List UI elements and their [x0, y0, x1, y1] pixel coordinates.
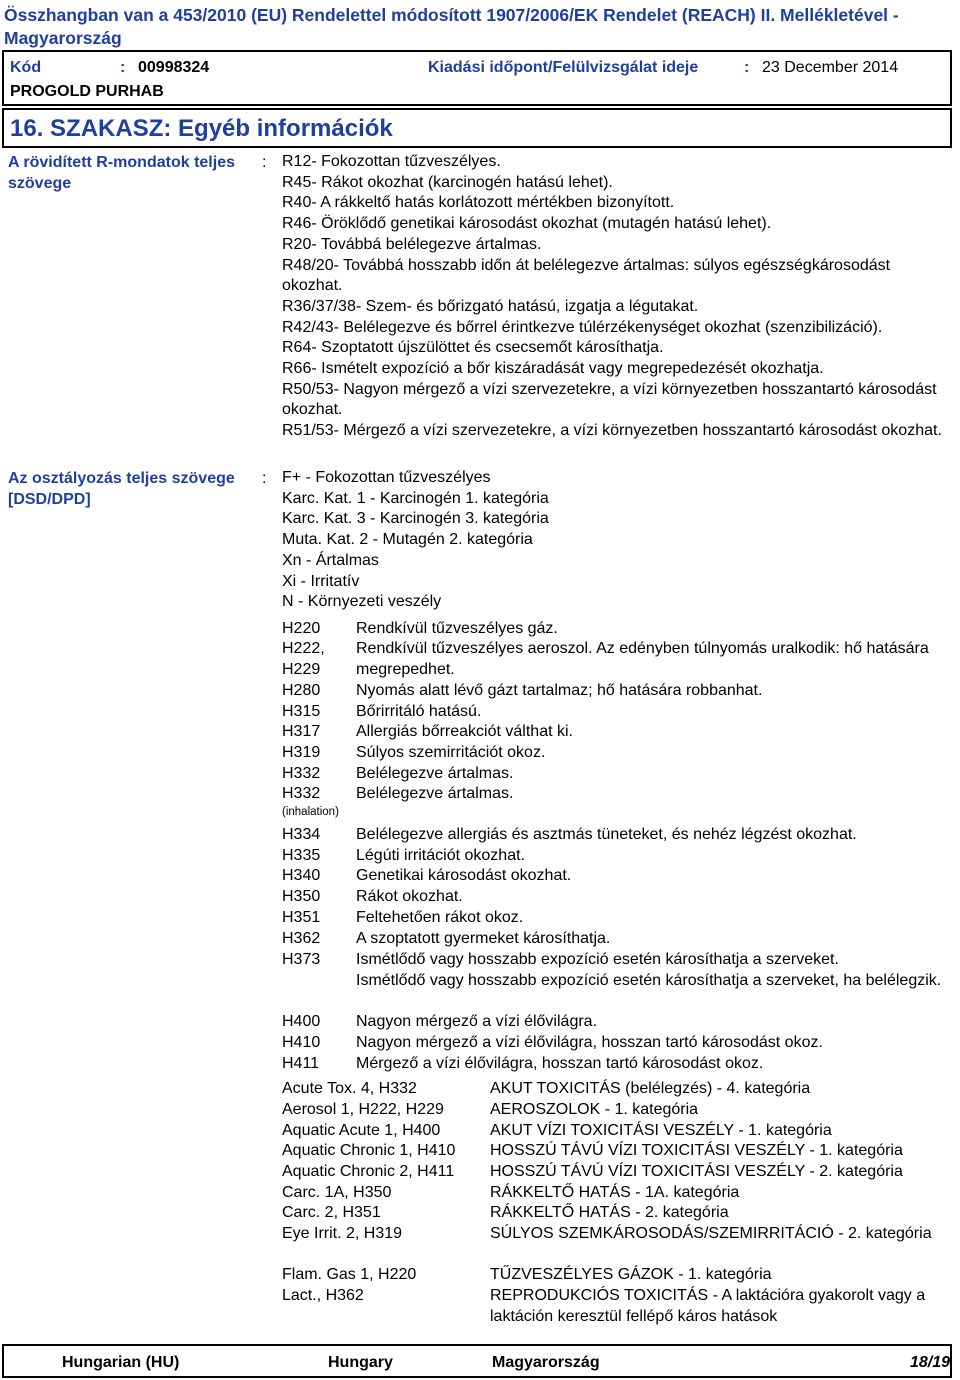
- clp-code: Flam. Gas 1, H220: [282, 1266, 417, 1283]
- h-code-part: H280: [282, 682, 321, 699]
- h-code-part: H332: [282, 785, 321, 802]
- clp-code: Lact., H362: [282, 1287, 364, 1304]
- clp-code: Aquatic Chronic 2, H411: [282, 1163, 455, 1180]
- clp-code: Aquatic Acute 1, H400: [282, 1122, 441, 1139]
- h-code: [282, 908, 352, 929]
- issue-date-label: Kiadási időpont/Felülvizsgálat ideje: [428, 59, 699, 76]
- page-number: 18/19: [910, 1354, 951, 1371]
- classification-line: Karc. Kat. 3 - Karcinogén 3. kategória: [282, 510, 549, 528]
- h-code-part: H317: [282, 723, 321, 740]
- h-text: Feltehetően rákot okoz.: [356, 909, 524, 926]
- h-code-part: H410: [282, 1034, 321, 1051]
- h-code: [282, 1012, 352, 1033]
- r-phrase-line: R64- Szoptatott újszülöttet és csecsemőt károsíthatja.: [282, 339, 664, 357]
- r-phrase-line: R42/43- Belélegezve és bőrrel érintkezve túlérzékenységet okozhat (szenzibilizáció).: [282, 318, 883, 336]
- clp-text: RÁKKELTŐ HATÁS - 1A. kategória: [490, 1184, 740, 1201]
- r-phrase-line: R51/53- Mérgező a vízi szervezetekre, a vízi környezetben hosszantartó károsodást okozhat.: [282, 422, 942, 440]
- product-name: PROGOLD PURHAB: [10, 83, 164, 100]
- clp-code: Carc. 2, H351: [282, 1204, 381, 1221]
- h-code-part: H319: [282, 744, 321, 761]
- r-phrases-list: [282, 152, 952, 442]
- r-phrase-line: R40- A rákkeltő hatás korlátozott mértékben bizonyított.: [282, 194, 675, 212]
- clp-code: Aerosol 1, H222, H229: [282, 1101, 444, 1118]
- r-phrase-line: R20- Továbbá belélegezve ártalmas.: [282, 235, 542, 253]
- footer-country: Hungary: [328, 1354, 393, 1371]
- h-code: [282, 764, 352, 785]
- h-text: Nagyon mérgező a vízi élővilágra.: [356, 1013, 598, 1030]
- clp-text: REPRODUKCIÓS TOXICITÁS - A laktációra gyakorolt vagy a laktáción keresztül fellépő káros hatások: [490, 1287, 926, 1325]
- h-code: [282, 743, 352, 764]
- h-code: [282, 887, 352, 908]
- clp-text: AEROSZOLOK - 1. kategória: [490, 1101, 699, 1118]
- regulation-title: Összhangban van a 453/2010 (EU) Rendelettel módosított 1907/2006/EK Rendelet (REACH) II. Mellékletével - Magyarország: [4, 5, 899, 48]
- clp-code: Aquatic Chronic 1, H410: [282, 1142, 456, 1159]
- classification-line: N - Környezeti veszély: [282, 593, 442, 611]
- h-code: [282, 846, 352, 867]
- h-text: Allergiás bőrreakciót válthat ki.: [356, 723, 573, 740]
- h-text: Nyomás alatt lévő gázt tartalmaz; hő hatására robbanhat.: [356, 682, 763, 699]
- h-code-note: (inhalation): [282, 805, 339, 818]
- classification-list: [282, 468, 952, 613]
- h-text: Belélegezve ártalmas.: [356, 765, 514, 782]
- h-code-part: H373: [282, 951, 321, 968]
- h-text: Rendkívül tűzveszélyes aeroszol. Az edényben túlnyomás uralkodik: hő hatására megrepedhet.: [356, 640, 929, 678]
- h-code: [282, 1033, 352, 1054]
- issue-date-separator: :: [744, 59, 750, 76]
- h-code: [282, 639, 352, 680]
- h-code: [282, 722, 352, 743]
- h-code: [282, 825, 352, 846]
- h-code-part: H220: [282, 620, 321, 637]
- h-text: Nagyon mérgező a vízi élővilágra, hosszan tartó károsodást okoz.: [356, 1034, 823, 1051]
- classification-label: Az osztályozás teljes szövege [DSD/DPD]: [8, 470, 235, 508]
- r-phrases-label: A rövidített R-mondatok teljes szövege: [8, 154, 235, 192]
- h-text: Rendkívül tűzveszélyes gáz.: [356, 620, 558, 637]
- h-text: Bőrirritáló hatású.: [356, 703, 482, 720]
- code-separator: :: [120, 59, 126, 76]
- document-header-box: [2, 50, 952, 106]
- r-phrases-separator: :: [262, 154, 267, 171]
- h-text: Súlyos szemirritációt okoz.: [356, 744, 546, 761]
- code-label: Kód: [10, 59, 42, 76]
- r-phrase-line: R46- Öröklődő genetikai károsodást okozhat (mutagén hatású lehet).: [282, 215, 772, 233]
- h-code: [282, 950, 352, 971]
- h-code-part: H229: [282, 660, 321, 678]
- page-footer: [2, 1344, 952, 1378]
- classification-separator: :: [262, 470, 267, 487]
- h-code-part: H350: [282, 888, 321, 905]
- h-code-part: H362: [282, 930, 321, 947]
- h-code-part: H335: [282, 847, 321, 864]
- h-text: Belélegezve allergiás és asztmás tüneteket, és nehéz légzést okozhat.: [356, 826, 857, 843]
- clp-code: Acute Tox. 4, H332: [282, 1080, 417, 1097]
- h-code-part: H334: [282, 826, 321, 843]
- h-code: [282, 866, 352, 887]
- clp-text: HOSSZÚ TÁVÚ VÍZI TOXICITÁSI VESZÉLY - 2. kategória: [490, 1163, 903, 1180]
- r-phrase-line: R66- Ismételt expozíció a bőr kiszáradását vagy megrepedezését okozhatja.: [282, 360, 824, 378]
- h-code-part: H340: [282, 867, 321, 884]
- h-code-part: H222,: [282, 640, 325, 657]
- h-code: [282, 702, 352, 723]
- clp-text: RÁKKELTŐ HATÁS - 2. kategória: [490, 1204, 729, 1221]
- h-text: Genetikai károsodást okozhat.: [356, 867, 572, 884]
- h-text: A szoptatott gyermeket károsíthatja.: [356, 930, 611, 947]
- clp-text: HOSSZÚ TÁVÚ VÍZI TOXICITÁSI VESZÉLY - 1. kategória: [490, 1142, 903, 1159]
- section-title: 16. SZAKASZ: Egyéb információk: [10, 115, 393, 142]
- clp-text: AKUT VÍZI TOXICITÁSI VESZÉLY - 1. kategória: [490, 1122, 832, 1139]
- code-value: 00998324: [138, 59, 210, 76]
- clp-text: TŰZVESZÉLYES GÁZOK - 1. kategória: [490, 1266, 772, 1283]
- section-header-box: [2, 108, 952, 148]
- r-phrase-line: R36/37/38- Szem- és bőrizgató hatású, izgatja a légutakat.: [282, 297, 699, 315]
- h-code: [282, 784, 352, 819]
- h-code: [282, 619, 352, 640]
- clp-text: SÚLYOS SZEMKÁROSODÁS/SZEMIRRITÁCIÓ - 2. kategória: [490, 1225, 932, 1242]
- classification-line: Xi - Irritatív: [282, 572, 360, 590]
- h-text: [356, 950, 946, 991]
- r-phrase-line: R12- Fokozottan tűzveszélyes.: [282, 153, 501, 170]
- footer-region: Magyarország: [492, 1354, 600, 1371]
- footer-language: Hungarian (HU): [62, 1354, 180, 1371]
- clp-text: AKUT TOXICITÁS (belélegzés) - 4. kategória: [490, 1080, 811, 1097]
- r-phrase-line: R50/53- Nagyon mérgező a vízi szervezetekre, a vízi környezetben hosszantartó károsodást okozhat.: [282, 380, 937, 419]
- h-text-part: Ismétlődő vagy hosszabb expozíció esetén károsíthatja a szerveket, ha belélegzik.: [356, 971, 942, 989]
- classification-line: Karc. Kat. 1 - Karcinogén 1. kategória: [282, 489, 549, 507]
- clp-code: Eye Irrit. 2, H319: [282, 1225, 403, 1242]
- clp-code: Carc. 1A, H350: [282, 1184, 392, 1201]
- h-code-part: H411: [282, 1055, 320, 1072]
- h-code-part: H332: [282, 765, 321, 782]
- h-code-part: H315: [282, 703, 321, 720]
- h-code: [282, 929, 352, 950]
- r-phrase-line: R45- Rákot okozhat (karcinogén hatású lehet).: [282, 173, 613, 191]
- h-code: [282, 681, 352, 702]
- classification-line: Xn - Ártalmas: [282, 551, 379, 569]
- h-text: Rákot okozhat.: [356, 888, 463, 905]
- h-code: [282, 1054, 352, 1075]
- classification-line: Muta. Kat. 2 - Mutagén 2. kategória: [282, 531, 533, 549]
- h-text-part: Ismétlődő vagy hosszabb expozíció esetén károsíthatja a szerveket.: [356, 951, 839, 968]
- r-phrase-line: R48/20- Továbbá hosszabb időn át belélegezve ártalmas: súlyos egészségkárosodást okozhat.: [282, 256, 891, 295]
- h-code-part: H400: [282, 1013, 321, 1030]
- issue-date-value: 23 December 2014: [762, 59, 899, 76]
- h-code-part: H351: [282, 909, 321, 926]
- h-text: Légúti irritációt okozhat.: [356, 847, 525, 864]
- h-text: Belélegezve ártalmas.: [356, 785, 514, 802]
- classification-line: F+ - Fokozottan tűzveszélyes: [282, 469, 491, 486]
- h-text: Mérgező a vízi élővilágra, hosszan tartó károsodást okoz.: [356, 1055, 764, 1072]
